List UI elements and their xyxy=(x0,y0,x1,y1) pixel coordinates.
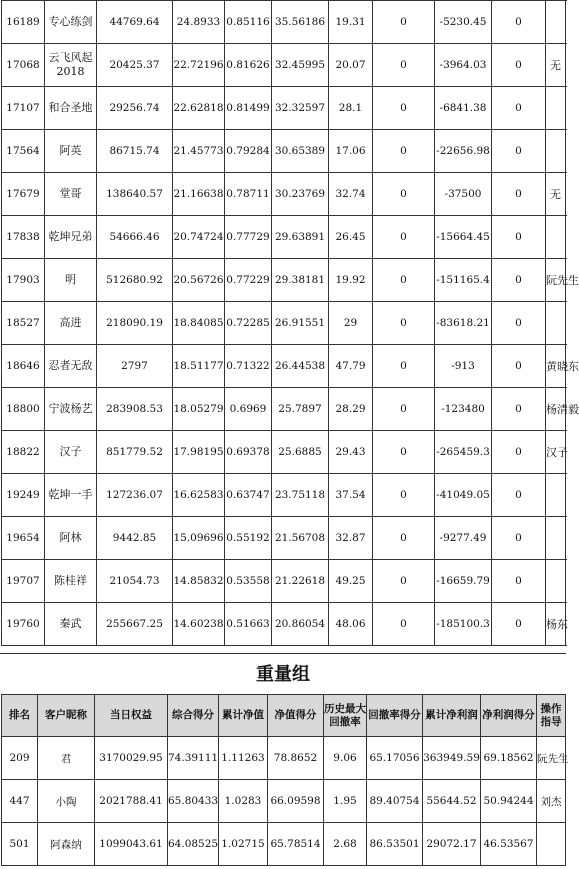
nav-score-cell: 26.44538 xyxy=(272,345,329,388)
guidance-cell: 阮先生 xyxy=(537,737,566,780)
nickname-cell: 汉子 xyxy=(45,431,97,474)
nickname-cell: 堂哥 xyxy=(45,173,97,216)
table-row xyxy=(2,474,566,517)
cumulative-nav-cell: 0.81499 xyxy=(225,87,272,130)
guidance-cell: 无 xyxy=(546,173,566,216)
composite-score-cell: 74.39111 xyxy=(168,737,219,780)
guidance-cell xyxy=(546,130,566,173)
net-profit-cell: -83618.21 xyxy=(435,302,492,345)
equity-cell: 1099043.61 xyxy=(95,823,168,866)
composite-score-cell: 21.45773 xyxy=(173,130,225,173)
nav-score-cell: 20.86054 xyxy=(272,603,329,646)
nav-score-cell: 78.8652 xyxy=(268,737,324,780)
cumulative-nav-cell: 0.69378 xyxy=(225,431,272,474)
equity-cell: 2797 xyxy=(97,345,173,388)
max-drawdown-cell: 20.07 xyxy=(329,44,373,87)
guidance-cell xyxy=(546,517,566,560)
guidance-cell xyxy=(546,474,566,517)
nav-score-cell: 23.75118 xyxy=(272,474,329,517)
net-profit-score-cell: 0 xyxy=(492,1,546,44)
nav-score-cell: 30.65389 xyxy=(272,130,329,173)
guidance-cell: 无 xyxy=(546,44,566,87)
net-profit-score-cell: 0 xyxy=(492,259,546,302)
net-profit-cell: -3964.03 xyxy=(435,44,492,87)
rank-cell: 209 xyxy=(2,737,38,780)
net-profit-cell: -5230.45 xyxy=(435,1,492,44)
nickname-cell: 阿林 xyxy=(45,517,97,560)
net-profit-score-cell: 50.94244 xyxy=(481,780,537,823)
net-profit-score-cell: 0 xyxy=(492,603,546,646)
rank-cell: 17107 xyxy=(2,87,45,130)
rank-cell: 19707 xyxy=(2,560,45,603)
table-row xyxy=(2,259,566,302)
max-drawdown-cell: 9.06 xyxy=(324,737,367,780)
drawdown-score-cell: 86.53501 xyxy=(367,823,423,866)
composite-score-cell: 14.85832 xyxy=(173,560,225,603)
max-drawdown-cell: 17.06 xyxy=(329,130,373,173)
column-header-equity: 当日权益 xyxy=(95,695,168,737)
table-row xyxy=(2,44,566,87)
rank-cell: 17838 xyxy=(2,216,45,259)
drawdown-score-cell: 0 xyxy=(373,173,435,216)
nav-score-cell: 66.09598 xyxy=(268,780,324,823)
guidance-cell: 杨清毅 xyxy=(546,388,566,431)
net-profit-score-cell: 0 xyxy=(492,216,546,259)
net-profit-cell: -37500 xyxy=(435,173,492,216)
max-drawdown-cell: 48.06 xyxy=(329,603,373,646)
drawdown-score-cell: 0 xyxy=(373,130,435,173)
table-row xyxy=(2,302,566,345)
rank-cell: 19654 xyxy=(2,517,45,560)
max-drawdown-cell: 26.45 xyxy=(329,216,373,259)
rank-cell: 17679 xyxy=(2,173,45,216)
cumulative-nav-cell: 0.78711 xyxy=(225,173,272,216)
rank-cell: 19760 xyxy=(2,603,45,646)
drawdown-score-cell: 0 xyxy=(373,560,435,603)
net-profit-score-cell: 0 xyxy=(492,173,546,216)
drawdown-score-cell: 0 xyxy=(373,302,435,345)
drawdown-score-cell: 0 xyxy=(373,44,435,87)
cumulative-nav-cell: 0.53558 xyxy=(225,560,272,603)
nickname-cell: 宁波杨艺 xyxy=(45,388,97,431)
nickname-cell: 和合圣地 xyxy=(45,87,97,130)
cumulative-nav-cell: 0.72285 xyxy=(225,302,272,345)
composite-score-cell: 16.62583 xyxy=(173,474,225,517)
cumulative-nav-cell: 0.63747 xyxy=(225,474,272,517)
guidance-cell xyxy=(546,302,566,345)
max-drawdown-cell: 47.79 xyxy=(329,345,373,388)
cumulative-nav-cell: 1.0283 xyxy=(219,780,268,823)
equity-cell: 218090.19 xyxy=(97,302,173,345)
drawdown-score-cell: 89.40754 xyxy=(367,780,423,823)
rank-cell: 18646 xyxy=(2,345,45,388)
drawdown-score-cell: 0 xyxy=(373,474,435,517)
column-header-net-profit: 累计净利润 xyxy=(423,695,481,737)
column-header-composite-score: 综合得分 xyxy=(168,695,219,737)
max-drawdown-cell: 49.25 xyxy=(329,560,373,603)
guidance-cell xyxy=(546,87,566,130)
column-header-nav-score: 净值得分 xyxy=(268,695,324,737)
net-profit-score-cell: 46.53567 xyxy=(481,823,537,866)
table-row xyxy=(2,560,566,603)
column-header-rank: 排名 xyxy=(2,695,38,737)
net-profit-cell: -123480 xyxy=(435,388,492,431)
equity-cell: 29256.74 xyxy=(97,87,173,130)
max-drawdown-cell: 32.87 xyxy=(329,517,373,560)
equity-cell: 9442.85 xyxy=(97,517,173,560)
rank-cell: 18800 xyxy=(2,388,45,431)
net-profit-cell: -41049.05 xyxy=(435,474,492,517)
net-profit-score-cell: 0 xyxy=(492,130,546,173)
equity-cell: 283908.53 xyxy=(97,388,173,431)
drawdown-score-cell: 0 xyxy=(373,259,435,302)
max-drawdown-cell: 2.68 xyxy=(324,823,367,866)
max-drawdown-cell: 32.74 xyxy=(329,173,373,216)
cumulative-nav-cell: 1.11263 xyxy=(219,737,268,780)
guidance-cell: 汉子 xyxy=(546,431,566,474)
guidance-cell: 杨东 xyxy=(546,603,566,646)
rank-cell: 17903 xyxy=(2,259,45,302)
cumulative-nav-cell: 0.81626 xyxy=(225,44,272,87)
header-row xyxy=(2,695,566,737)
composite-score-cell: 17.98195 xyxy=(173,431,225,474)
column-header-nickname: 客户昵称 xyxy=(38,695,95,737)
nickname-cell: 秦武 xyxy=(45,603,97,646)
net-profit-cell: 55644.52 xyxy=(423,780,481,823)
table-row xyxy=(2,603,566,646)
nav-score-cell: 32.45995 xyxy=(272,44,329,87)
rank-cell: 17068 xyxy=(2,44,45,87)
cumulative-nav-cell: 0.6969 xyxy=(225,388,272,431)
nickname-cell: 小陶 xyxy=(38,780,95,823)
table-row xyxy=(2,130,566,173)
column-header-max-drawdown: 历史最大回撤率 xyxy=(324,695,367,737)
top-table-body xyxy=(2,1,579,646)
net-profit-cell: -185100.3 xyxy=(435,603,492,646)
nickname-cell: 云飞风起2018 xyxy=(45,44,97,87)
net-profit-score-cell: 0 xyxy=(492,388,546,431)
max-drawdown-cell: 37.54 xyxy=(329,474,373,517)
cumulative-nav-cell: 0.71322 xyxy=(225,345,272,388)
table-row xyxy=(2,345,566,388)
net-profit-cell: -22656.98 xyxy=(435,130,492,173)
net-profit-cell: -15664.45 xyxy=(435,216,492,259)
heavy-group-table xyxy=(1,694,569,866)
table-row xyxy=(2,737,566,780)
nav-score-cell: 30.23769 xyxy=(272,173,329,216)
equity-cell: 3170029.95 xyxy=(95,737,168,780)
heavy-group-table-body xyxy=(2,737,569,866)
rank-cell: 501 xyxy=(2,823,38,866)
drawdown-score-cell: 0 xyxy=(373,388,435,431)
table-row xyxy=(2,388,566,431)
column-header-net-profit-score: 净利润得分 xyxy=(481,695,537,737)
net-profit-cell: -6841.38 xyxy=(435,87,492,130)
column-header-guidance: 操作指导 xyxy=(537,695,566,737)
nickname-cell: 明 xyxy=(45,259,97,302)
table-row xyxy=(2,87,566,130)
max-drawdown-cell: 1.95 xyxy=(324,780,367,823)
drawdown-score-cell: 0 xyxy=(373,517,435,560)
net-profit-score-cell: 0 xyxy=(492,87,546,130)
rank-cell: 16189 xyxy=(2,1,45,44)
nickname-cell: 君 xyxy=(38,737,95,780)
drawdown-score-cell: 0 xyxy=(373,216,435,259)
equity-cell: 54666.46 xyxy=(97,216,173,259)
cumulative-nav-cell: 1.02715 xyxy=(219,823,268,866)
nickname-cell: 阿森纳 xyxy=(38,823,95,866)
table-row xyxy=(2,431,566,474)
net-profit-cell: 29072.17 xyxy=(423,823,481,866)
table-row xyxy=(2,780,566,823)
nickname-cell: 乾坤兄弟 xyxy=(45,216,97,259)
table-row xyxy=(2,173,566,216)
nav-score-cell: 35.56186 xyxy=(272,1,329,44)
rank-cell: 19249 xyxy=(2,474,45,517)
cumulative-nav-cell: 0.77229 xyxy=(225,259,272,302)
composite-score-cell: 21.16638 xyxy=(173,173,225,216)
net-profit-cell: -913 xyxy=(435,345,492,388)
composite-score-cell: 14.60238 xyxy=(173,603,225,646)
net-profit-score-cell: 0 xyxy=(492,302,546,345)
composite-score-cell: 65.80433 xyxy=(168,780,219,823)
nickname-cell: 陈桂祥 xyxy=(45,560,97,603)
table-row xyxy=(2,216,566,259)
rank-cell: 18527 xyxy=(2,302,45,345)
nickname-cell: 阿英 xyxy=(45,130,97,173)
cumulative-nav-cell: 0.51663 xyxy=(225,603,272,646)
nav-score-cell: 25.6885 xyxy=(272,431,329,474)
max-drawdown-cell: 19.92 xyxy=(329,259,373,302)
nickname-cell: 高进 xyxy=(45,302,97,345)
net-profit-score-cell: 0 xyxy=(492,44,546,87)
guidance-cell: 阮先生 xyxy=(546,259,566,302)
net-profit-cell: -151165.4 xyxy=(435,259,492,302)
drawdown-score-cell: 0 xyxy=(373,87,435,130)
guidance-cell xyxy=(546,560,566,603)
nav-score-cell: 25.7897 xyxy=(272,388,329,431)
composite-score-cell: 18.84085 xyxy=(173,302,225,345)
max-drawdown-cell: 28.29 xyxy=(329,388,373,431)
net-profit-cell: -9277.49 xyxy=(435,517,492,560)
net-profit-cell: 363949.59 xyxy=(423,737,481,780)
drawdown-score-cell: 0 xyxy=(373,345,435,388)
composite-score-cell: 20.56726 xyxy=(173,259,225,302)
max-drawdown-cell: 19.31 xyxy=(329,1,373,44)
drawdown-score-cell: 0 xyxy=(373,1,435,44)
equity-cell: 127236.07 xyxy=(97,474,173,517)
equity-cell: 86715.74 xyxy=(97,130,173,173)
nav-score-cell: 21.56708 xyxy=(272,517,329,560)
guidance-cell xyxy=(546,1,566,44)
nickname-cell: 忍者无敌 xyxy=(45,345,97,388)
guidance-cell: 黄晓东 xyxy=(546,345,566,388)
composite-score-cell: 22.72196 xyxy=(173,44,225,87)
cumulative-nav-cell: 0.79284 xyxy=(225,130,272,173)
composite-score-cell: 24.8933 xyxy=(173,1,225,44)
section-title: 重量组 xyxy=(0,653,566,695)
net-profit-score-cell: 0 xyxy=(492,431,546,474)
guidance-cell xyxy=(546,216,566,259)
nickname-cell: 乾坤一手 xyxy=(45,474,97,517)
nav-score-cell: 26.91551 xyxy=(272,302,329,345)
table-row xyxy=(2,823,566,866)
cumulative-nav-cell: 0.55192 xyxy=(225,517,272,560)
table-row xyxy=(2,517,566,560)
nickname-cell: 专心练剑 xyxy=(45,1,97,44)
composite-score-cell: 20.74724 xyxy=(173,216,225,259)
net-profit-score-cell: 0 xyxy=(492,345,546,388)
drawdown-score-cell: 0 xyxy=(373,431,435,474)
equity-cell: 44769.64 xyxy=(97,1,173,44)
max-drawdown-cell: 28.1 xyxy=(329,87,373,130)
cumulative-nav-cell: 0.77729 xyxy=(225,216,272,259)
equity-cell: 255667.25 xyxy=(97,603,173,646)
drawdown-score-cell: 65.17056 xyxy=(367,737,423,780)
table-row xyxy=(2,1,566,44)
composite-score-cell: 18.05279 xyxy=(173,388,225,431)
equity-cell: 851779.52 xyxy=(97,431,173,474)
rank-cell: 17564 xyxy=(2,130,45,173)
drawdown-score-cell: 0 xyxy=(373,603,435,646)
column-header-cumulative-nav: 累计净值 xyxy=(219,695,268,737)
composite-score-cell: 15.09696 xyxy=(173,517,225,560)
equity-cell: 2021788.41 xyxy=(95,780,168,823)
guidance-cell xyxy=(537,823,566,866)
net-profit-cell: -16659.79 xyxy=(435,560,492,603)
net-profit-score-cell: 0 xyxy=(492,517,546,560)
max-drawdown-cell: 29.43 xyxy=(329,431,373,474)
rank-cell: 447 xyxy=(2,780,38,823)
equity-cell: 138640.57 xyxy=(97,173,173,216)
guidance-cell: 刘杰 xyxy=(537,780,566,823)
composite-score-cell: 22.62818 xyxy=(173,87,225,130)
rank-cell: 18822 xyxy=(2,431,45,474)
equity-cell: 20425.37 xyxy=(97,44,173,87)
net-profit-score-cell: 69.18562 xyxy=(481,737,537,780)
max-drawdown-cell: 29 xyxy=(329,302,373,345)
nav-score-cell: 65.78514 xyxy=(268,823,324,866)
column-header-drawdown-score: 回撤率得分 xyxy=(367,695,423,737)
top-ranking-table xyxy=(1,0,579,646)
composite-score-cell: 18.51177 xyxy=(173,345,225,388)
nav-score-cell: 29.63891 xyxy=(272,216,329,259)
net-profit-score-cell: 0 xyxy=(492,474,546,517)
nav-score-cell: 29.38181 xyxy=(272,259,329,302)
nav-score-cell: 21.22618 xyxy=(272,560,329,603)
net-profit-score-cell: 0 xyxy=(492,560,546,603)
composite-score-cell: 64.08525 xyxy=(168,823,219,866)
cumulative-nav-cell: 0.85116 xyxy=(225,1,272,44)
nav-score-cell: 32.32597 xyxy=(272,87,329,130)
net-profit-cell: -265459.3 xyxy=(435,431,492,474)
equity-cell: 512680.92 xyxy=(97,259,173,302)
equity-cell: 21054.73 xyxy=(97,560,173,603)
